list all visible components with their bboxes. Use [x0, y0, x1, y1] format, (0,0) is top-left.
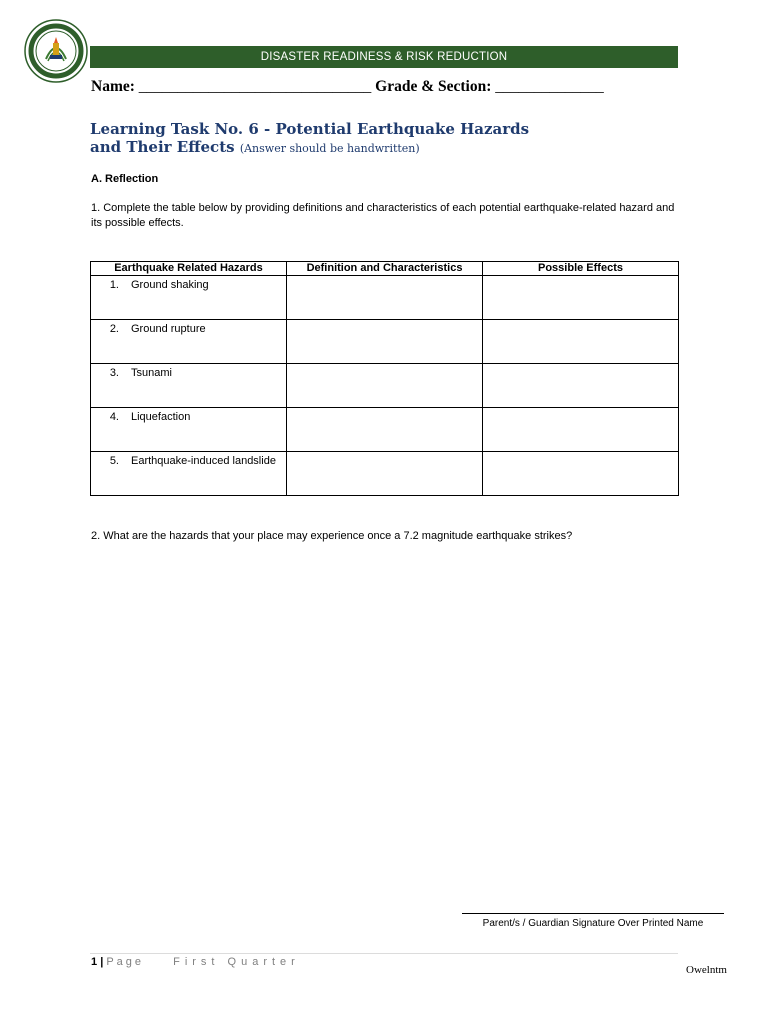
definition-cell[interactable]	[287, 320, 483, 364]
hazard-name: Earthquake-induced landslide	[131, 455, 276, 467]
subject-title: DISASTER READINESS & RISK REDUCTION	[260, 51, 508, 63]
column-header: Definition and Characteristics	[287, 262, 483, 276]
grade-section-label: Grade & Section:	[375, 78, 492, 95]
school-seal-logo	[24, 19, 88, 83]
effects-cell[interactable]	[483, 408, 679, 452]
table-row	[91, 408, 679, 452]
footer-divider	[90, 953, 678, 954]
row-number: 1.	[109, 279, 119, 291]
hazards-table	[90, 261, 679, 496]
page-word: Page	[106, 956, 145, 968]
table-row	[91, 320, 679, 364]
task-title-line2: and Their Effects	[90, 138, 235, 156]
hazard-cell	[91, 276, 287, 320]
definition-cell[interactable]	[287, 276, 483, 320]
effects-cell[interactable]	[483, 364, 679, 408]
instruction-text: 1. Complete the table below by providing definitions and characteristics of each potential earthquake-related hazard and its possible effects.	[91, 202, 675, 229]
effects-cell[interactable]	[483, 276, 679, 320]
task-title	[90, 120, 690, 158]
definition-cell[interactable]	[287, 408, 483, 452]
column-header: Earthquake Related Hazards	[91, 262, 287, 276]
page-number: 1	[91, 956, 98, 968]
quarter-label: First Quarter	[173, 956, 300, 968]
brand-watermark: Owelntm	[686, 964, 727, 976]
table-row	[91, 364, 679, 408]
hazard-name: Liquefaction	[131, 411, 191, 423]
signature-line[interactable]	[462, 913, 724, 914]
definition-cell[interactable]	[287, 364, 483, 408]
row-number: 4.	[109, 411, 119, 423]
signature-label: Parent/s / Guardian Signature Over Printed Name	[482, 918, 704, 929]
row-number: 5.	[109, 455, 119, 467]
effects-cell[interactable]	[483, 320, 679, 364]
effects-cell[interactable]	[483, 452, 679, 496]
question-2: 2. What are the hazards that your place may experience once a 7.2 magnitude earthquake strikes?	[91, 530, 573, 542]
name-grade-line	[91, 78, 691, 96]
table-row	[91, 276, 679, 320]
row-number: 3.	[109, 367, 119, 379]
table-header-row	[91, 262, 679, 276]
name-blank[interactable]: ______________________________	[138, 78, 372, 95]
column-header: Possible Effects	[483, 262, 679, 276]
hazard-name: Ground shaking	[131, 279, 209, 291]
name-label: Name:	[91, 78, 135, 95]
section-heading: A. Reflection	[91, 173, 159, 185]
footer-separator: |	[100, 956, 104, 968]
page-footer	[91, 956, 300, 968]
subject-header-bar	[90, 46, 678, 68]
hazard-cell	[91, 364, 287, 408]
hazard-cell	[91, 408, 287, 452]
hazard-cell	[91, 320, 287, 364]
task-title-line1: Learning Task No. 6 - Potential Earthquake Hazards	[90, 120, 530, 138]
table-row	[91, 452, 679, 496]
task-note: (Answer should be handwritten)	[239, 142, 420, 155]
hazard-name: Tsunami	[131, 367, 172, 379]
hazard-cell	[91, 452, 287, 496]
row-number: 2.	[109, 323, 119, 335]
hazard-name: Ground rupture	[131, 323, 206, 335]
definition-cell[interactable]	[287, 452, 483, 496]
grade-section-blank[interactable]: ______________	[495, 78, 604, 95]
